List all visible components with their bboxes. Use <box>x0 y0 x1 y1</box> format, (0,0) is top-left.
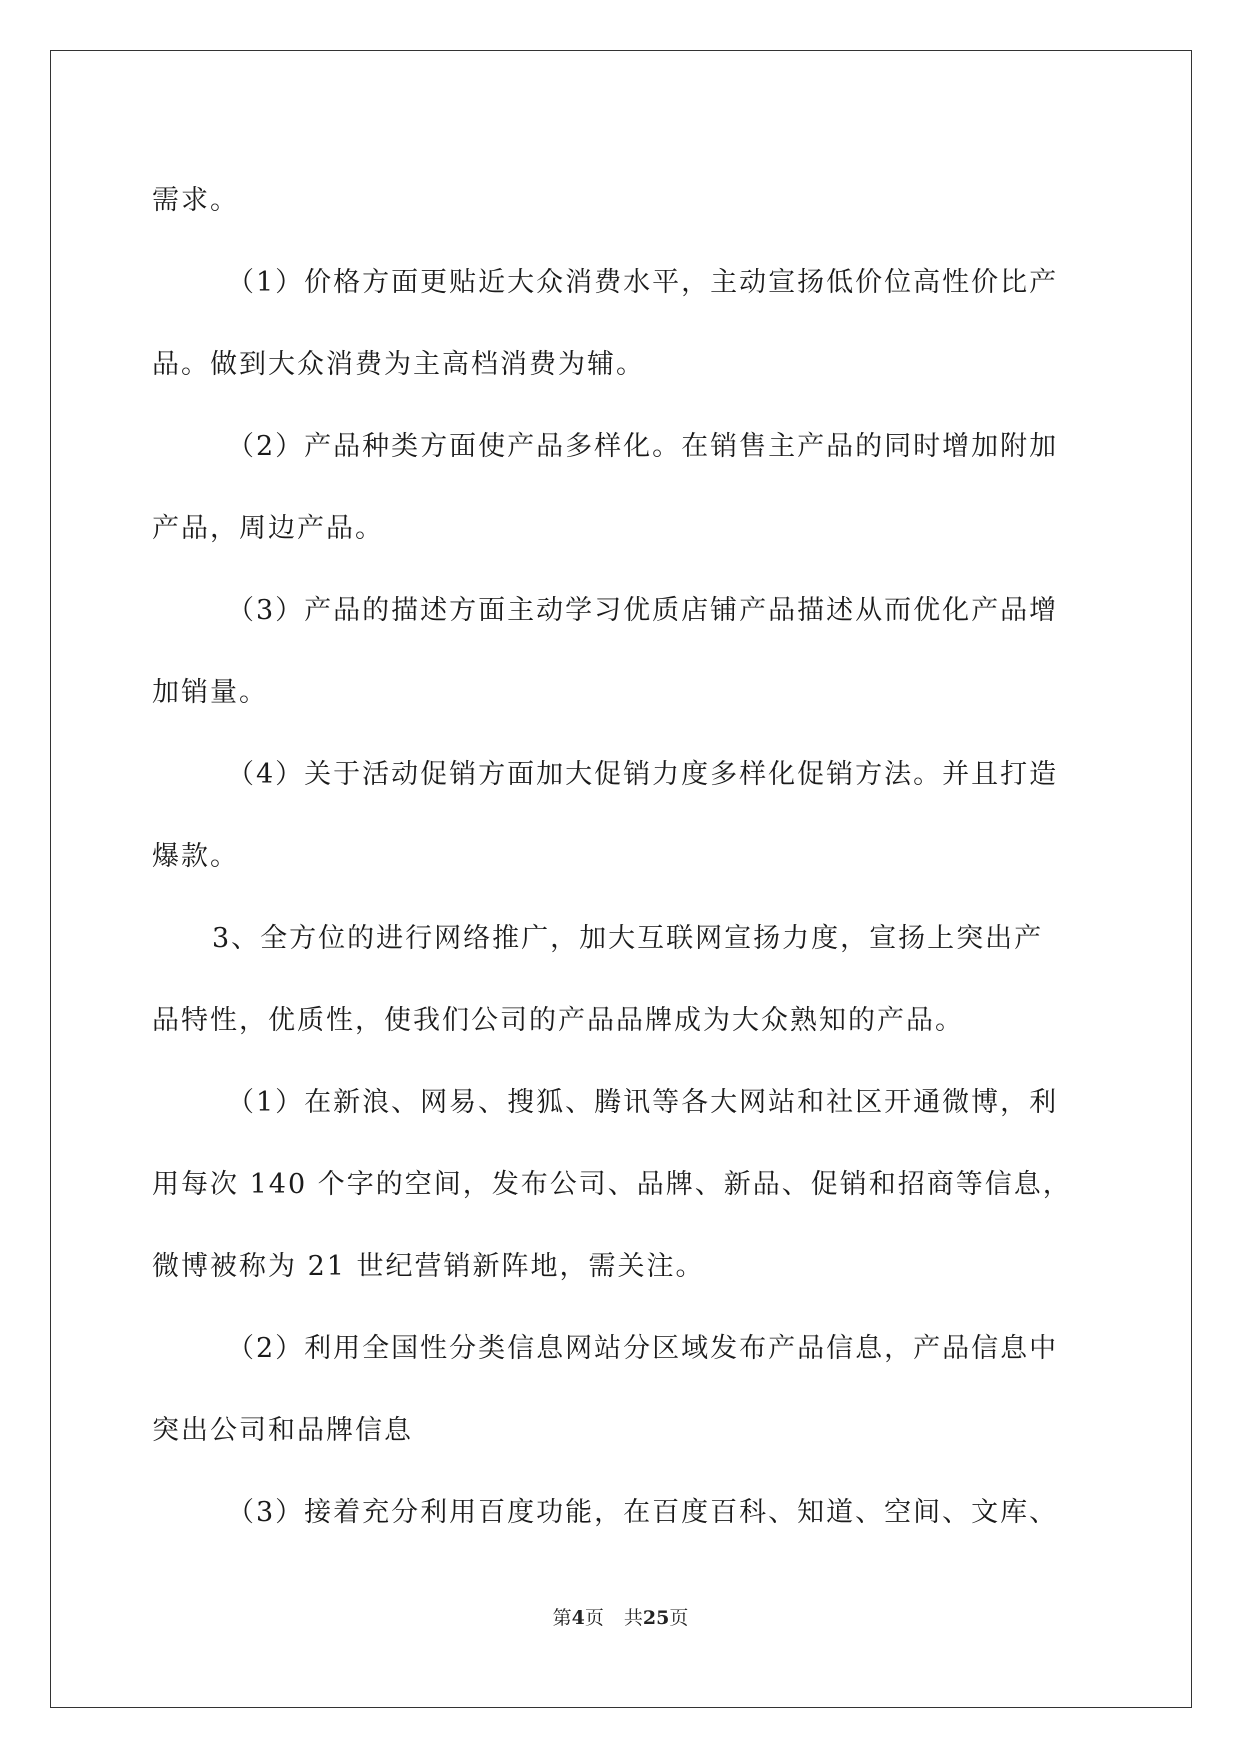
paragraph-line: （3）产品的描述方面主动学习优质店铺产品描述从而优化产品增 <box>227 595 1059 626</box>
paragraph-line: 品特性，优质性，使我们公司的产品品牌成为大众熟知的产品。 <box>152 1005 964 1036</box>
paragraph-line: （1）在新浪、网易、搜狐、腾讯等各大网站和社区开通微博，利 <box>227 1087 1059 1118</box>
document-body <box>152 160 1112 1554</box>
paragraph-line: 爆款。 <box>152 841 239 872</box>
paragraph-line: 产品，周边产品。 <box>152 513 384 544</box>
paragraph-line: 需求。 <box>152 185 239 216</box>
paragraph-line: 突出公司和品牌信息 <box>152 1415 413 1446</box>
paragraph-line: （4）关于活动促销方面加大促销力度多样化促销方法。并且打造 <box>227 759 1059 790</box>
paragraph-line: （2）利用全国性分类信息网站分区域发布产品信息，产品信息中 <box>227 1333 1059 1364</box>
paragraph-line: 加销量。 <box>152 677 268 708</box>
paragraph-line: 3、全方位的进行网络推广，加大互联网宣扬力度，宣扬上突出产 <box>212 923 1044 954</box>
page-footer <box>0 1603 1241 1630</box>
current-page-number: 4 <box>571 1607 585 1629</box>
footer-page-word: 页 <box>584 1607 604 1629</box>
paragraph-line: 微博被称为 21 世纪营销新阵地，需关注。 <box>152 1251 705 1282</box>
footer-prefix: 第 <box>552 1607 572 1629</box>
paragraph-line: 品。做到大众消费为主高档消费为辅。 <box>152 349 645 380</box>
paragraph-line: （2）产品种类方面使产品多样化。在销售主产品的同时增加附加 <box>227 431 1059 462</box>
paragraph-line: （3）接着充分利用百度功能，在百度百科、知道、空间、文库、 <box>227 1497 1059 1528</box>
footer-total-prefix: 共 <box>623 1607 643 1629</box>
paragraph-line: （1）价格方面更贴近大众消费水平，主动宣扬低价位高性价比产 <box>227 267 1059 298</box>
footer-total-suffix: 页 <box>669 1607 689 1629</box>
total-pages-number: 25 <box>642 1607 670 1629</box>
paragraph-line: 用每次 140 个字的空间，发布公司、品牌、新品、促销和招商等信息， <box>152 1169 1072 1200</box>
